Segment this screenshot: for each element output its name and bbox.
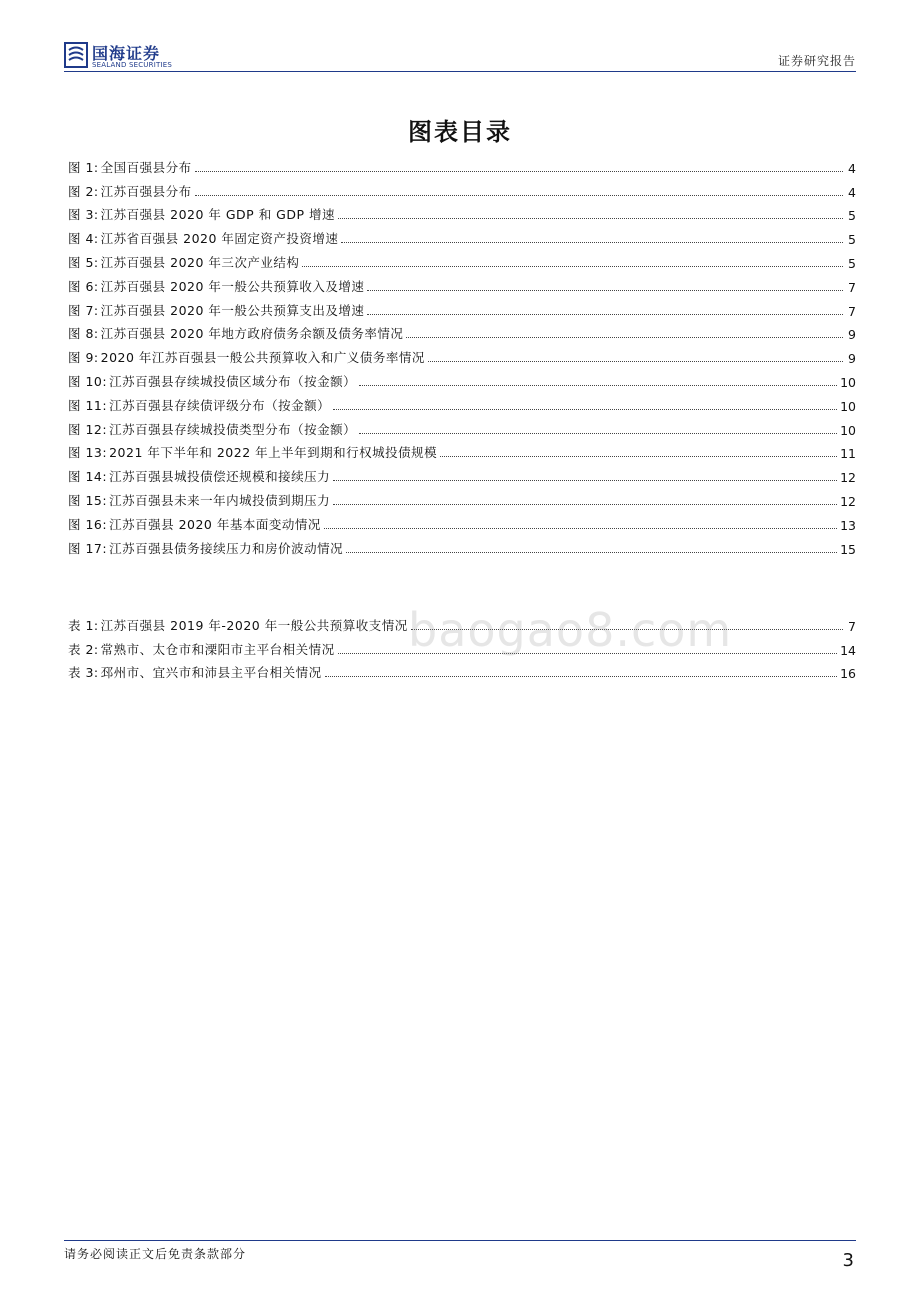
table-entry-title: [68, 616, 408, 634]
table-entry-label: 表 1:: [68, 617, 99, 633]
figure-entry-label: 图 11:: [68, 397, 108, 413]
figure-entry-page: 7: [848, 279, 856, 295]
dot-leader: [440, 456, 837, 457]
figure-entry-page: 12: [840, 470, 856, 486]
figure-entry-title: [68, 229, 338, 247]
figure-entry-text: 江苏百强县存续债评级分布（按金额）: [109, 397, 331, 413]
figure-entry[interactable]: [68, 390, 856, 414]
figure-entry-text: 江苏百强县 2020 年 GDP 和 GDP 增速: [100, 207, 335, 223]
figure-entry[interactable]: [68, 223, 856, 247]
figure-entry-page: 5: [848, 208, 856, 224]
figure-entry-text: 江苏百强县未来一年内城投债到期压力: [109, 492, 331, 508]
figure-entry[interactable]: [68, 200, 856, 224]
dot-leader: [341, 242, 843, 243]
figure-entry-label: 图 5:: [68, 254, 99, 270]
figure-entry-page: 15: [840, 541, 856, 557]
figure-entry-label: 图 15:: [68, 492, 108, 508]
figure-list: [68, 152, 856, 557]
figure-entry-label: 图 9:: [68, 350, 99, 366]
figure-entry-title: [68, 420, 356, 438]
table-entry[interactable]: [68, 658, 856, 682]
figure-entry-title: [68, 348, 425, 366]
dot-leader: [325, 676, 837, 677]
table-entry-title: [68, 640, 335, 658]
figure-entry-title: [68, 467, 330, 485]
figure-entry-label: 图 13:: [68, 445, 108, 461]
figure-entry-label: 图 2:: [68, 183, 99, 199]
dot-leader: [195, 171, 843, 172]
figure-entry-title: [68, 182, 192, 200]
figure-entry[interactable]: [68, 152, 856, 176]
figure-entry-text: 全国百强县分布: [100, 159, 192, 175]
figure-entry-label: 图 1:: [68, 159, 99, 175]
figure-entry-label: 图 4:: [68, 231, 99, 247]
dot-leader: [367, 290, 843, 291]
dot-leader: [367, 314, 843, 315]
figure-entry-text: 江苏百强县存续城投债区域分布（按金额）: [109, 373, 357, 389]
table-entry-page: 14: [840, 642, 856, 658]
dot-leader: [359, 385, 837, 386]
disclaimer-note: 请务必阅读正文后免责条款部分: [64, 1247, 247, 1261]
watermark: baogao8.com: [408, 603, 733, 657]
figure-entry[interactable]: [68, 366, 856, 390]
page-number: 3: [842, 1250, 854, 1271]
figure-entry-page: 5: [848, 255, 856, 271]
figure-entry-title: [68, 515, 321, 533]
table-entry-page: 7: [848, 618, 856, 634]
figure-entry-text: 2020 年江苏百强县一般公共预算收入和广义债务率情况: [100, 350, 425, 366]
header-divider: [64, 71, 856, 72]
table-entry-text: 江苏百强县 2019 年-2020 年一般公共预算收支情况: [100, 617, 408, 633]
figure-entry-title: [68, 158, 192, 176]
dot-leader: [428, 361, 843, 362]
figure-entry-page: 13: [840, 517, 856, 533]
figure-entry[interactable]: [68, 438, 856, 462]
figure-entry-page: 10: [840, 398, 856, 414]
figure-entry-title: [68, 539, 343, 557]
dot-leader: [324, 528, 837, 529]
figure-entry-label: 图 3:: [68, 207, 99, 223]
dot-leader: [338, 218, 843, 219]
figure-entry[interactable]: [68, 533, 856, 557]
figure-entry[interactable]: [68, 485, 856, 509]
dot-leader: [195, 195, 843, 196]
figure-entry-page: 4: [848, 160, 856, 176]
figure-entry-page: 4: [848, 184, 856, 200]
table-entry-text: 常熟市、太仓市和溧阳市主平台相关情况: [100, 641, 335, 657]
figure-entry-page: 7: [848, 303, 856, 319]
figure-entry-title: [68, 301, 364, 319]
figure-entry[interactable]: [68, 319, 856, 343]
figure-entry[interactable]: [68, 509, 856, 533]
figure-entry-title: [68, 491, 330, 509]
page-header: [64, 38, 856, 72]
figure-entry-page: 11: [840, 446, 856, 462]
figure-entry-label: 图 8:: [68, 326, 99, 342]
figure-entry-page: 10: [840, 422, 856, 438]
sealand-logo-icon: [64, 42, 88, 68]
figure-entry-text: 江苏百强县 2020 年一般公共预算支出及增速: [100, 302, 365, 318]
table-entry-page: 16: [840, 666, 856, 682]
page-title: 图表目录: [408, 118, 512, 146]
figure-entry[interactable]: [68, 342, 856, 366]
figure-entry-page: 9: [848, 327, 856, 343]
figure-entry-title: [68, 205, 335, 223]
figure-entry-text: 江苏省百强县 2020 年固定资产投资增速: [100, 231, 339, 247]
figure-entry-title: [68, 396, 330, 414]
figure-entry-label: 图 17:: [68, 540, 108, 556]
figure-entry-label: 图 12:: [68, 421, 108, 437]
figure-entry-title: [68, 277, 364, 295]
table-entry-label: 表 3:: [68, 665, 99, 681]
figure-entry-text: 江苏百强县 2020 年基本面变动情况: [109, 516, 321, 532]
figure-entry-title: [68, 443, 437, 461]
figure-entry-label: 图 14:: [68, 469, 108, 485]
figure-entry[interactable]: [68, 176, 856, 200]
report-type: 证券研究报告: [777, 54, 856, 68]
figure-entry[interactable]: [68, 461, 856, 485]
figure-entry-text: 江苏百强县 2020 年三次产业结构: [100, 254, 300, 270]
figure-entry-text: 江苏百强县分布: [100, 183, 192, 199]
figure-entry-label: 图 6:: [68, 278, 99, 294]
figure-entry-text: 江苏百强县存续城投债类型分布（按金额）: [109, 421, 357, 437]
brand-name-cn: 国海证券: [92, 44, 161, 63]
dot-leader: [406, 337, 843, 338]
figure-entry-page: 9: [848, 351, 856, 367]
dot-leader: [333, 504, 837, 505]
figure-entry-text: 江苏百强县 2020 年地方政府债务余额及债务率情况: [100, 326, 404, 342]
table-entry-label: 表 2:: [68, 641, 99, 657]
figure-entry-page: 12: [840, 493, 856, 509]
table-entry-title: [68, 663, 322, 681]
figure-entry-title: [68, 324, 403, 342]
figure-entry[interactable]: [68, 247, 856, 271]
dot-leader: [333, 480, 837, 481]
figure-entry-label: 图 7:: [68, 302, 99, 318]
figure-entry-text: 江苏百强县债务接续压力和房价波动情况: [109, 540, 344, 556]
figure-entry-title: [68, 253, 299, 271]
figure-entry[interactable]: [68, 271, 856, 295]
brand-logo: [64, 42, 194, 72]
figure-entry-page: 10: [840, 374, 856, 390]
figure-entry-label: 图 10:: [68, 373, 108, 389]
footer-divider: [64, 1240, 856, 1241]
dot-leader: [302, 266, 843, 267]
figure-entry-label: 图 16:: [68, 516, 108, 532]
dot-leader: [333, 409, 837, 410]
dot-leader: [359, 433, 837, 434]
figure-entry[interactable]: [68, 414, 856, 438]
dot-leader: [346, 552, 837, 553]
table-entry-text: 邳州市、宜兴市和沛县主平台相关情况: [100, 665, 322, 681]
figure-entry[interactable]: [68, 295, 856, 319]
brand-name-en: SEALAND SECURITIES: [92, 61, 172, 69]
figure-entry-text: 2021 年下半年和 2022 年上半年到期和行权城投债规模: [109, 445, 438, 461]
figure-entry-text: 江苏百强县 2020 年一般公共预算收入及增速: [100, 278, 365, 294]
figure-entry-title: [68, 372, 356, 390]
figure-entry-text: 江苏百强县城投债偿还规模和接续压力: [109, 469, 331, 485]
figure-entry-page: 5: [848, 232, 856, 248]
